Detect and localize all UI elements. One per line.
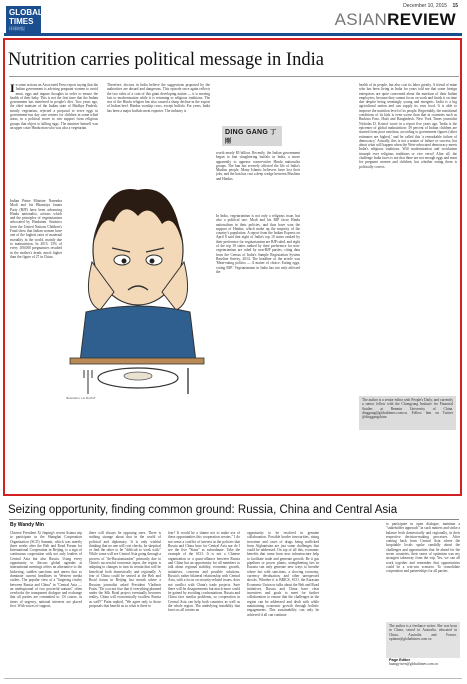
article2-column-1: Chinese President Xi Jinping's recent Astana trip to participate in the Shanghai Cooperation Organization (SCO) Summit, which was merely three weeks after the Belt and Road Forum for International Cooperation in Beijing, is a sign of continuous cooperation with not only leaders of Central Asia but also Russia. Using every opportunity to discuss global agendas at international meetings offers an alternative to the bickering, sudden sanctions and unrest that so dominate current headlines in Western media outlets. The popular view of a "lingering rivalry between Russia and China" in "Central Asia — an underground of two powerful nations" often overlooks the transparent dialogue and exchange that all parties are committed to. Of course, in times of urgency, national interests are placed first. With voices of support, [10,531,82,609]
article2-headline-rule [9,519,459,520]
date-text: December 10, 2015 [403,3,448,9]
author-name [222,126,282,146]
article-column-4 [359,83,457,169]
author-name-chinese: 丁刚 [225,130,277,145]
article-paragraph: Therefore, doctors in India believe the suggestions proposed by the authorities are absurd and dangerous. This episode once again reflects the two sides of a coin of this giant developing nation — it is moving fast to modernization while it is returning to religious traditions. The rise of the Hindu religion has also caused a sharp decline in the export of Indian beef. Hindus worship cows, except buffalo. For years, India has been a major buffalo meat exporter. The industry is [107,83,210,113]
author-bio-box: The author is a senior editor with People's Daily, and currently a senior fellow with the Chongyang Institute for Financial Studies at Renmin University of China. dinggang@globaltimes.com.cn. Follow him on Twitter @dinggangchina [359,396,456,430]
article-paragraph: health of its people, but also cost its labor greatly. A friend of mine who has been living in India for years told me that some foreign enterprises are quite concerned about the nutrition of their Indian employees, because they cannot focus on work and finish it on time due despite being seemingly young and energetic. India is a big agricultural nation and can supply its own food. It is able to improve the nutrition level of its people. Regrettably, the nutritional conditions of its kids is even worse than that in countries such as Burkina Faso, Haiti and Bangladesh. New York Times journalist Nicholas D. Kristof wrote in a report five years ago, 'India is the epicenter of global malnutrition: 39 percent of Indian children are stunted from poor nutrition, according to government figures (other estimates are higher),' and he called this 'a remarkable failure of democracy.' Actually, this is not a matter of failure or success, but about what will happen when the West-advocated democracy meets India's religious traditions. Will modernization and secularism triumph over religious traditions or vice versa? After all, the challenge India faces is not that there are not enough eggs and meat for pregnant women and children, but whether eating them is politically correct. [359,83,457,169]
headline-rule [9,76,459,77]
section-title-part2: REVIEW [387,10,456,29]
boy-body [80,306,196,362]
article-paragraph: worth nearly $5 billion. Recently, the Indian government began to ban slaughtering buffalo in India, a move apparently to appease conservative Hindu nationalist groups. The ban has severely affected the life of India's Muslim people. Many Islamic believers have lost their jobs, and the ban has cast a deep wedge between Muslims and Hindus. [216,151,300,181]
article2-column-4: opportunity to be resolved in genuine collaboration. Possible border insecurities, rising terrorism and cases of drugs being trafficked from Afghanistan are just some challenges that could be addressed. On top of all this, economic benefits that come from new infrastructure help to facilitate trade and generate growth. Be it gas pipelines or power plants, strengthening ties in Eurasia can only generate new ways to breathe where hot with sanctions, a slowing economy, currency devaluation, and other unexpected shocks. Whether it is BRICS, SCO, the Eurasian Economic Union or talks about the Belt and Road initiatives, Russia and China have clear incentives and goals to meet for further collaboration to ensure that the challenges in the region can be addressed and dealt with while maintaining economic growth through holistic engagements. This sustainability can only be achieved if all can continue [247,531,319,617]
section-title-part1: ASIAN [334,10,388,29]
illustration-sad-boy [64,132,210,400]
article-column-1-continued [10,199,62,259]
article-paragraph: In India, vegetarianism is not only a religious issue, but also a political one. Modi and his BJP favor Hindu nationalism in their policies, and thus have won the support of Hindus, which make up the majority of the country's population. A report from the Indian Express on April 8 said that eight of India's top 10 states ranked by their preference for vegetarianism are BJP ruled, and eight of the top 10 states ranked by their preference for non-vegetarianism are ruled by non-BJP parties, citing data from the Census of India's Sample Registration System Baseline Survey, 2014. The headline of the article was 'Meat-eating politics — A matter of choice: Eating eggs, voting BJP.' Vegetarianism in India has not only affected the [216,214,300,274]
global-times-logo [6,6,41,34]
page-editor-label: Page Editor [389,658,411,662]
article2-column-5: to participate in open dialogue, maintain a "stakeholder approach" in such matters and strike a balance both domestically and regionally, in their respective decision-making processes. After coming back from Central Asia where the hospitable locals spoke candidly about the challenges and opportunities that lie ahead for the seven countries, their sense of optimism was my strongest takeaway from the trip. Yes, we can all work together and remember that opportunities could be a win-win scenario. To consolidate cooperation and partnerships for all parties. [386,522,460,574]
article-headline: Nutrition carries political message in India [8,50,324,70]
article-column-2 [107,83,210,113]
article-paragraph: In some actions an Associated Press report saying that the Indian government is advising pregnant women to avoid meat, eggs and impure thoughts in order to ensure the health of their baby. This is not the first time that the Indian government has interfered in people's diet. Two years ago, the chief minister of the Indian state of Madhya Pradesh, mostly vegetarian, rejected a proposal to serve eggs in government-run day care centers for children in some tribal areas, in a political move to win support from religious groups that object to killing eggs. The minister himself was an upper caste Hindu man who was also a vegetarian. [10,81,98,130]
author-byline [222,126,282,146]
article2-headline: Seizing opportunity, finding common ground: Russia, China and Central Asia [8,504,398,516]
article2-byline: By Wandy Min [10,522,44,528]
article2-column-3: fear? It would be a shame not to make use of these opportunities this cooperation creates." I do not sense a conflict of interest in the policies that Russia and China have for Central Asia nor do I see the five "Stans" as subordinate. Take the example of the SCO. It is not a Chinese organization or a quasi-alliance between Russia and China but an opportunity for all members to talk about regional stability, economic growth, initiatives, concerns and possible solutions. Russia's rather bilateral relationship with Central Asia, with a focus on security-related issues, does not conflict with China's trade projects. Sure there will be disagreements but much more could be gained by avoiding confrontations. Russia and China face similar problems, so cooperation in Central Asia can help both countries as well as the whole region. The underlying instability that faces us all creates an [168,531,240,613]
article-column-3-top [216,151,300,181]
table-edge [70,358,204,364]
page-editor-email: huangyiwen@globaltimes.com.cn [389,662,439,666]
illustration-credit: Illustration: Liu Rui/GT [66,396,96,400]
article2-column-2: there will always be opposing ones. There is nothing strange about that in the world of political and diplomacy. It is only wishful thinking that no one will cost checks, be skeptical or find the other to be "difficult to work with." While some will see Central Asia going through a process of "de-Russianization" primarily due to China's successful economic input, the region is adapting to changes to turn its terrain that will be beneficial both domestically and regionally. A fear of China could be sensed at the Belt and Road forum in Beijing last month where a Russian journalist asked President Vladimir Putin, "Do you not fear that if everything planned under the Silk Road project eventually becomes reality, China will economically swallow Russia as well?" Putin replied, "We agree only to those proposals that benefit us so what is there to [89,531,161,609]
article2-author-bio-box: The author is a freelance writer. She was born in China, raised in Australia, educated in China, Australia and France. opinion@globaltimes.com.cn [386,622,460,658]
article-column-1 [10,83,98,130]
masthead-rule [4,33,462,36]
footer-rule [4,678,462,679]
logo-chinese-text: 环球时报 [9,26,25,31]
section-title [335,10,456,30]
page-editor-signature [389,658,459,672]
article-paragraph: Indian Prime Minister Narendra Modi and his Bharatiya Janata Party (BJP) have been advancing Hindu nationalist, actions which and the principles of vegetarianism advocated by Hinduism. Statistics from the United Nations Children's Fund show that Indian women have one of the highest rates of maternal mortality in the world, mainly due to malnutrition. In 2015, 15% of every 100,000 pregnancies resulted in the mother's death, much higher than the figure of 27 in China. [10,199,62,259]
article-column-3 [216,214,300,274]
logo-text: GLOBAL TIMES [9,8,43,26]
author-name-text: DING GANG [225,129,269,136]
page-number: 15 [452,3,458,9]
issue-date [403,3,458,9]
food-on-plate [124,372,152,380]
